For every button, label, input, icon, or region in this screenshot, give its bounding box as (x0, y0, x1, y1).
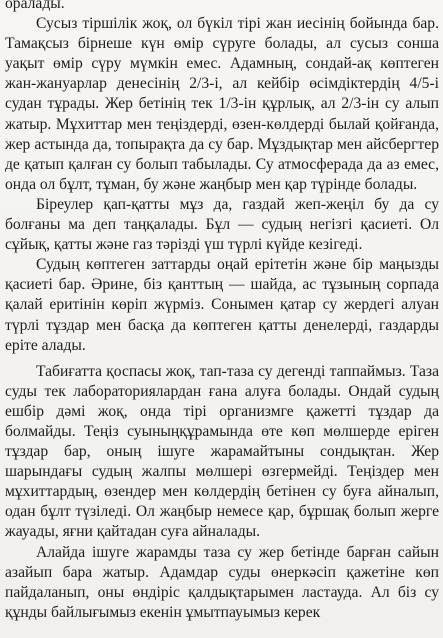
paragraph-2: Біреулер қап-қатты мұз да, газдай жеп-жеңіл бу да су болғаны ма деп таңқалады. Бұл — судың негізгі қасиеті. Ол сұйық, қатты және газ тәрізді үш түрлі күйде кезігеді. (5, 195, 439, 254)
paragraph-1: Сусыз тіршілік жоқ, ол бүкіл тірі жан иесінің бойында бар. Тамақсыз бірнеше күн өмір сүруге болады, ал сусыз сонша уақыт өмір сүру мүмкін емес. Адамның, сондай-ақ көптеген жан-жануарлар денесінің 2/3-і, ал кейбір өсімдіктердің 4/5-і судан тұрады. Жер бетінің тек 1/3-ін құрлық, ал 2/3-ін су алып жатыр. Мұхиттар мен теңіздерді, өзен-көлдерді былай қойғанда, жер астында да, топырақта да су бар. Мұздықтар мен айсбергтер де қатып қалған су болып табылады. Су атмосферада да аз емес, онда ол бұлт, тұман, бу және жаңбыр мен қар түрінде болады. (5, 15, 439, 193)
cut-off-line: оралады. (5, 0, 65, 12)
paragraph-3: Судың көптеген заттарды оңай ерітетін және бір маңызды қасиеті бар. Әрине, біз қанттың — шайда, ас тұзының сорпада қалай еритінін көріп жүрміз. Сонымен қатар су жердегі алуан түрлі тұздар мен басқа да көптеген қатты денелерді, газдарды ерітe алады. (5, 256, 439, 354)
paragraph-4: Табиғатта қоспасы жоқ, тап-таза су дегенді таппаймыз. Таза суды тек лабораториялардан ғана алуға болады. Ондай судың ешбір дәмі жоқ, онда тірі организмге қажетті тұздар да болмайды. Теңіз суыныңқұрамында өте көп мөлшерде еріген тұздар бар, оның ішуге жарамайтыны сондықтан. Жер шарындағы судың жалпы мөлшері өзгермейді. Теңіздер мен мұхиттардың, өзендер мен көлдердің бетінен су буға айналып, одан бұлт түзіледі. Ол жаңбыр немесе қар, бұршақ болып жерге жауады, яғни қайтадан суға айналады. (5, 362, 439, 541)
paragraph-5: Алайда ішуге жарамды таза су жер бетінде барған сайын азайып бара жатыр. Адамдар суды өнеркәсіп қажетіне көп пайдаланып, оны өндіріс қалдықтарымен ластауда. Ал біз су құнды байлығымыз екенін ұмытпауымыз керек (5, 543, 439, 621)
document-text (5, 0, 439, 623)
